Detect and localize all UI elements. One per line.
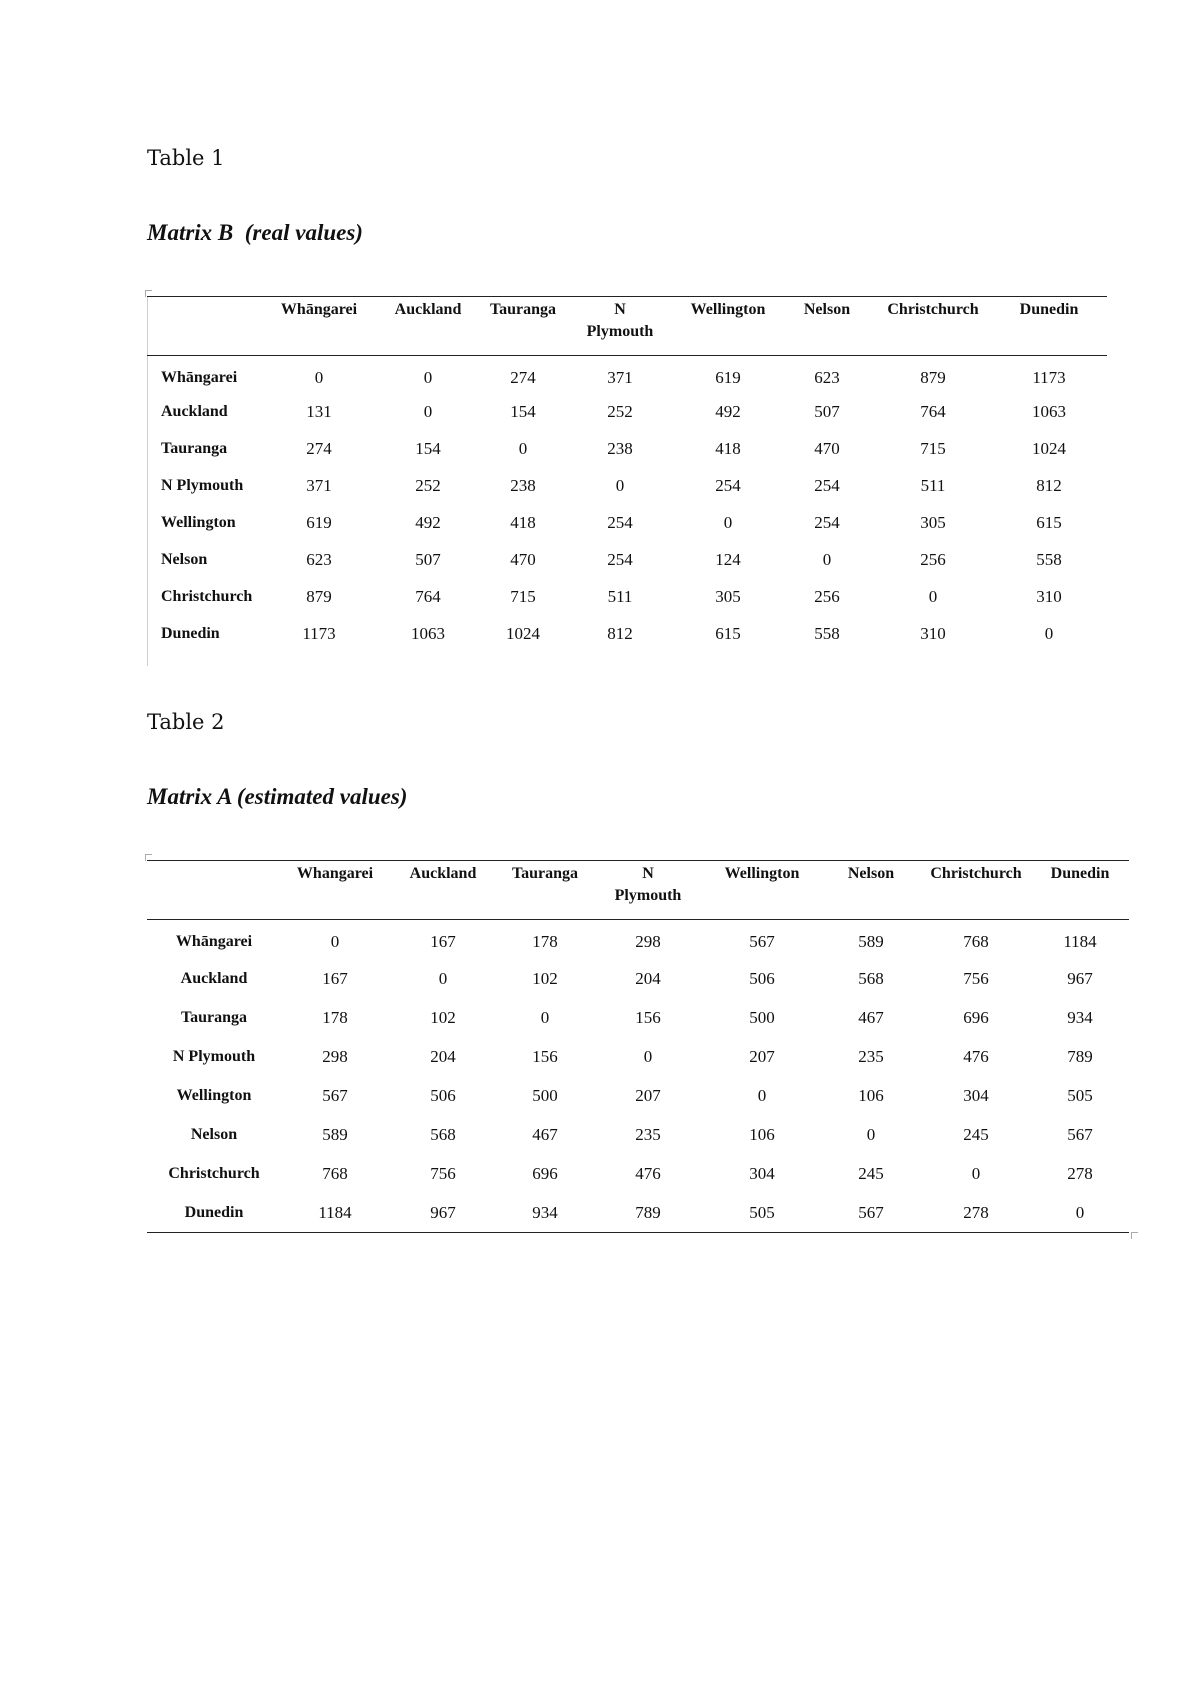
table1-col-header: N Plymouth [563,297,677,356]
table-cell: 274 [510,367,536,387]
table-cell: 235 [858,1046,884,1066]
table-cell: 274 [306,438,332,458]
table-cell: 967 [389,1193,497,1233]
table-cell: 619 [306,512,332,532]
table-cell: 235 [635,1124,661,1144]
table-cell: 812 [1036,475,1062,495]
table-cell: 0 [314,367,324,387]
table-cell: 879 [920,367,946,387]
table1-matrix-b [147,296,1107,652]
row-header: Auckland [161,402,228,420]
table-row [147,467,1107,504]
table-cell: 511 [920,475,946,495]
table-cell: 934 [1067,1007,1093,1027]
table-cell: 156 [532,1046,558,1066]
table-row [147,959,1129,998]
table-cell: 167 [430,931,456,951]
table2-col-header: Auckland [389,861,497,920]
table2-title: Matrix A (estimated values) [147,784,408,809]
table2-col-header: Whangarei [281,861,389,920]
table-cell: 305 [715,586,741,606]
table-cell: 507 [814,401,840,421]
table-row [147,1193,1129,1233]
row-header: Christchurch [161,587,253,605]
table-cell: 589 [858,931,884,951]
table-cell: 102 [532,968,558,988]
table-cell: 298 [322,1046,348,1066]
table-cell: 131 [306,401,332,421]
table-cell: 511 [607,586,633,606]
table-cell: 254 [607,512,633,532]
table2-matrix-a [147,860,1129,1233]
table-cell: 0 [438,968,448,988]
table-cell: 619 [715,367,741,387]
table-cell: 467 [858,1007,884,1027]
table-row [147,615,1107,652]
table-cell: 154 [510,401,536,421]
table-row [147,504,1107,541]
table-cell: 812 [607,623,633,643]
table-cell: 304 [963,1085,989,1105]
table-cell: 567 [322,1085,348,1105]
table-cell: 254 [715,475,741,495]
row-header: N Plymouth [172,1047,256,1065]
table-cell: 764 [920,401,946,421]
table2-header-row [147,861,1129,920]
table-cell: 0 [330,931,340,951]
table-cell: 254 [607,549,633,569]
table-cell: 934 [497,1193,593,1233]
table-cell: 715 [510,586,536,606]
table-cell: 252 [415,475,441,495]
row-header: Nelson [161,550,208,568]
table-cell: 568 [430,1124,456,1144]
table-cell: 0 [423,367,433,387]
table-cell: 0 [757,1085,767,1105]
table-cell: 238 [607,438,633,458]
table-cell: 256 [814,586,840,606]
table-cell: 967 [1067,968,1093,988]
table-cell: 476 [635,1163,661,1183]
table-cell: 371 [306,475,332,495]
table-cell: 278 [1067,1163,1093,1183]
table1-header-row [147,297,1107,356]
table-cell: 507 [415,549,441,569]
table-cell: 106 [858,1085,884,1105]
table-cell: 506 [430,1085,456,1105]
table-cell: 245 [858,1163,884,1183]
table-cell: 178 [532,931,558,951]
table-cell: 124 [715,549,741,569]
table-cell: 304 [749,1163,775,1183]
table-cell: 756 [963,968,989,988]
table-cell: 696 [532,1163,558,1183]
table-row [147,1037,1129,1076]
row-header: Tauranga [180,1008,248,1026]
table-cell: 418 [715,438,741,458]
table-cell: 278 [921,1193,1031,1233]
table1-col-header: Christchurch [875,297,991,356]
row-header: Whāngarei [161,368,238,386]
table-cell: 245 [963,1124,989,1144]
table-cell: 0 [540,1007,550,1027]
table-cell: 589 [322,1124,348,1144]
table2-col-header: Nelson [821,861,921,920]
table-cell: 558 [1036,549,1062,569]
table-cell: 310 [1036,586,1062,606]
table-cell: 1184 [1063,931,1097,951]
table-row [147,578,1107,615]
table-cell: 178 [322,1007,348,1027]
table2-col-header: Tauranga [497,861,593,920]
table-cell: 1184 [281,1193,389,1233]
table-cell: 102 [430,1007,456,1027]
table-cell: 615 [715,623,741,643]
table-cell: 1063 [1032,401,1066,421]
table-row [147,541,1107,578]
table-cell: 0 [615,475,625,495]
table-cell: 254 [814,512,840,532]
table2-col-header: Wellington [703,861,821,920]
table-cell: 0 [928,586,938,606]
table1-title: Matrix B (real values) [147,220,363,245]
table1-col-header: Whāngarei [265,297,373,356]
row-header: Nelson [190,1125,238,1143]
table2-end-mark [1131,1232,1138,1239]
table-cell: 615 [1036,512,1062,532]
table-cell: 768 [322,1163,348,1183]
table-cell: 154 [415,438,441,458]
table-cell: 0 [518,438,528,458]
table-cell: 623 [814,367,840,387]
row-header: Christchurch [168,1164,260,1182]
table1-col-header: Tauranga [483,297,563,356]
table-cell: 492 [415,512,441,532]
table-cell: 623 [306,549,332,569]
table1-col-header: Auckland [373,297,483,356]
table-cell: 167 [322,968,348,988]
table-cell: 418 [510,512,536,532]
table1-label: Table 1 [147,146,225,170]
table-cell: 0 [866,1124,876,1144]
table2-corner-cell [147,861,281,920]
table-cell: 470 [510,549,536,569]
table-cell: 204 [635,968,661,988]
table-cell: 0 [723,512,733,532]
table-row [147,920,1129,960]
table-cell: 789 [593,1193,703,1233]
table-cell: 470 [814,438,840,458]
row-header: Dunedin [161,624,220,642]
table2-col-header: Dunedin [1031,861,1129,920]
table-row [147,393,1107,430]
table-cell: 568 [858,968,884,988]
row-header: Wellington [161,513,236,531]
table-cell: 768 [963,931,989,951]
table-cell: 500 [532,1085,558,1105]
table-cell: 505 [1067,1085,1093,1105]
table-cell: 106 [749,1124,775,1144]
table-cell: 252 [607,401,633,421]
table-cell: 505 [703,1193,821,1233]
table-cell: 715 [920,438,946,458]
table-cell: 1063 [411,623,445,643]
table-cell: 467 [532,1124,558,1144]
table-cell: 254 [814,475,840,495]
table1-col-header: Dunedin [991,297,1107,356]
table-cell: 371 [607,367,633,387]
table-cell: 256 [920,549,946,569]
table1-col-header: Wellington [677,297,779,356]
table-cell: 0 [423,401,433,421]
table-cell: 567 [1067,1124,1093,1144]
table-cell: 696 [963,1007,989,1027]
table-row [147,356,1107,394]
table-cell: 0 [822,549,832,569]
table2-col-header: N Plymouth [593,861,703,920]
table-cell: 207 [749,1046,775,1066]
table-cell: 0 [971,1163,981,1183]
table-cell: 207 [635,1085,661,1105]
table-cell: 238 [510,475,536,495]
row-header: N Plymouth [161,476,244,494]
row-header: Dunedin [147,1193,281,1233]
row-header: Tauranga [161,439,228,457]
table-cell: 756 [430,1163,456,1183]
row-header: Auckland [180,969,248,987]
table1-corner-cell [147,297,265,356]
table-cell: 0 [1044,623,1054,643]
row-header: Wellington [176,1086,252,1104]
table-cell: 492 [715,401,741,421]
table-cell: 0 [643,1046,653,1066]
table1-col-header: Nelson [779,297,875,356]
table-cell: 305 [920,512,946,532]
table-cell: 156 [635,1007,661,1027]
table-row [147,1115,1129,1154]
table-cell: 567 [821,1193,921,1233]
table-row [147,1076,1129,1115]
table-cell: 764 [415,586,441,606]
table2-label: Table 2 [147,710,225,734]
table-cell: 567 [749,931,775,951]
table-row [147,998,1129,1037]
table-cell: 1173 [1032,367,1066,387]
table-cell: 558 [814,623,840,643]
table-cell: 298 [635,931,661,951]
table-cell: 310 [920,623,946,643]
table-cell: 1024 [1032,438,1066,458]
table-cell: 204 [430,1046,456,1066]
table-cell: 1173 [302,623,336,643]
table2-col-header: Christchurch [921,861,1031,920]
table-cell: 789 [1067,1046,1093,1066]
table-cell: 506 [749,968,775,988]
table-row [147,1154,1129,1193]
table-cell: 476 [963,1046,989,1066]
table-cell: 0 [1031,1193,1129,1233]
table-cell: 500 [749,1007,775,1027]
table-cell: 1024 [506,623,540,643]
table-row [147,430,1107,467]
row-header: Whāngarei [175,932,253,950]
table-cell: 879 [306,586,332,606]
